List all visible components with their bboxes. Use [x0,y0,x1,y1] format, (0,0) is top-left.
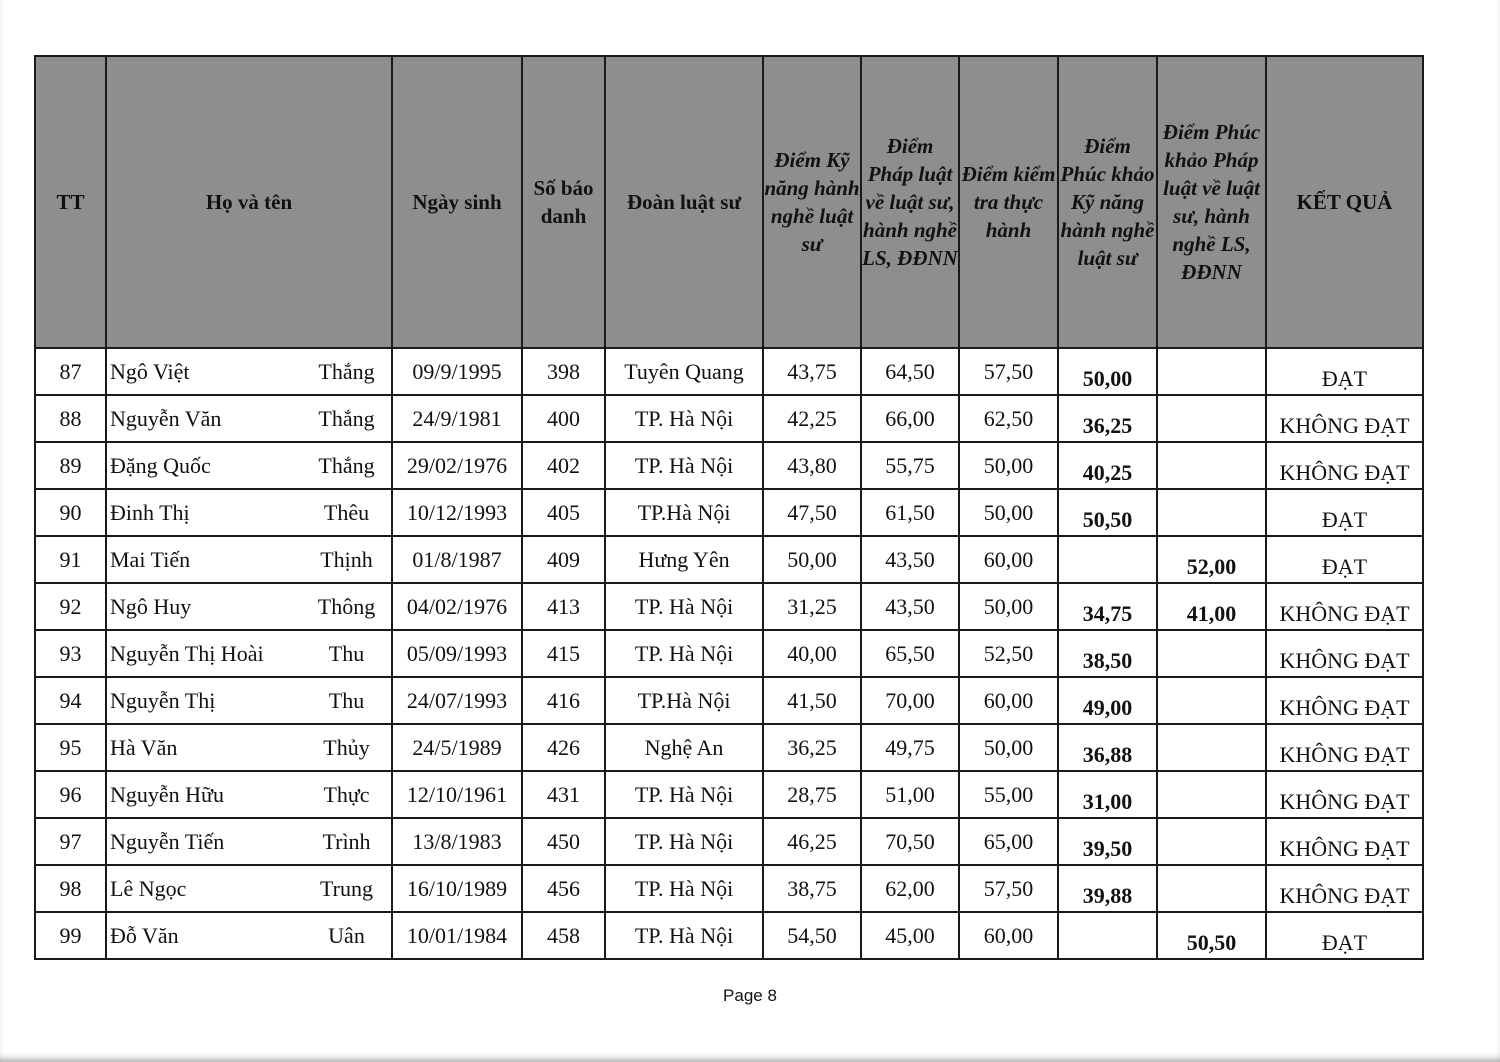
cell-phap-luat: 55,75 [861,442,959,489]
cell-phuc-khao-ky-nang: 39,88 [1058,865,1157,912]
cell-doan: TP. Hà Nội [605,395,763,442]
cell-dob: 10/12/1993 [392,489,522,536]
cell-kiem-tra: 60,00 [959,536,1058,583]
cell-phuc-khao-ky-nang: 36,25 [1058,395,1157,442]
cell-kiem-tra: 55,00 [959,771,1058,818]
cell-tt: 95 [35,724,106,771]
cell-sbd: 426 [522,724,605,771]
cell-ky-nang: 54,50 [763,912,861,959]
cell-ket-qua: KHÔNG ĐẠT [1266,865,1423,912]
table-row [35,442,1423,489]
cell-phap-luat: 45,00 [861,912,959,959]
table-row [35,348,1423,395]
cell-phuc-khao-phap-luat [1157,818,1266,865]
cell-phuc-khao-phap-luat [1157,442,1266,489]
table-row [35,536,1423,583]
cell-phuc-khao-phap-luat [1157,630,1266,677]
cell-ho: Đặng Quốc [106,442,302,489]
cell-ky-nang: 36,25 [763,724,861,771]
cell-ket-qua: KHÔNG ĐẠT [1266,630,1423,677]
cell-ten: Thịnh [302,536,392,583]
cell-sbd: 456 [522,865,605,912]
cell-dob: 10/01/1984 [392,912,522,959]
cell-ten: Thực [302,771,392,818]
table-row [35,912,1423,959]
header-phuc-khao-ky-nang: Điểm Phúc khảo Kỹ năng hành nghề luật sư [1058,56,1157,348]
cell-phuc-khao-phap-luat [1157,724,1266,771]
cell-ten: Thắng [302,395,392,442]
cell-ky-nang: 38,75 [763,865,861,912]
cell-ky-nang: 46,25 [763,818,861,865]
cell-ky-nang: 43,75 [763,348,861,395]
table-body [35,348,1423,959]
header-row [35,56,1423,348]
results-table [34,55,1424,960]
cell-sbd: 409 [522,536,605,583]
cell-kiem-tra: 65,00 [959,818,1058,865]
cell-doan: TP. Hà Nội [605,818,763,865]
cell-dob: 24/9/1981 [392,395,522,442]
cell-dob: 01/8/1987 [392,536,522,583]
cell-dob: 04/02/1976 [392,583,522,630]
cell-ky-nang: 42,25 [763,395,861,442]
header-sbd: Số báo danh [522,56,605,348]
table-row [35,724,1423,771]
cell-dob: 09/9/1995 [392,348,522,395]
cell-phuc-khao-phap-luat [1157,395,1266,442]
cell-ket-qua: ĐẠT [1266,348,1423,395]
cell-doan: TP. Hà Nội [605,630,763,677]
cell-ho: Đỗ Văn [106,912,302,959]
cell-ten: Thêu [302,489,392,536]
cell-phap-luat: 70,50 [861,818,959,865]
cell-doan: Tuyên Quang [605,348,763,395]
cell-tt: 98 [35,865,106,912]
cell-phuc-khao-ky-nang: 39,50 [1058,818,1157,865]
cell-ky-nang: 40,00 [763,630,861,677]
cell-ket-qua: KHÔNG ĐẠT [1266,771,1423,818]
cell-phap-luat: 66,00 [861,395,959,442]
cell-tt: 99 [35,912,106,959]
cell-tt: 87 [35,348,106,395]
cell-phap-luat: 70,00 [861,677,959,724]
cell-phuc-khao-phap-luat [1157,489,1266,536]
cell-ket-qua: KHÔNG ĐẠT [1266,583,1423,630]
cell-dob: 16/10/1989 [392,865,522,912]
cell-ten: Trình [302,818,392,865]
cell-phuc-khao-ky-nang: 38,50 [1058,630,1157,677]
cell-ket-qua: KHÔNG ĐẠT [1266,395,1423,442]
cell-phap-luat: 65,50 [861,630,959,677]
cell-doan: TP. Hà Nội [605,583,763,630]
cell-phuc-khao-ky-nang: 36,88 [1058,724,1157,771]
header-name: Họ và tên [106,56,392,348]
table-row [35,818,1423,865]
cell-ho: Hà Văn [106,724,302,771]
cell-ket-qua: KHÔNG ĐẠT [1266,724,1423,771]
cell-ho: Đinh Thị [106,489,302,536]
header-ky-nang: Điểm Kỹ năng hành nghề luật sư [763,56,861,348]
cell-tt: 97 [35,818,106,865]
cell-tt: 94 [35,677,106,724]
cell-phuc-khao-phap-luat: 41,00 [1157,583,1266,630]
cell-ho: Mai Tiến [106,536,302,583]
cell-sbd: 431 [522,771,605,818]
cell-ten: Thu [302,677,392,724]
cell-ten: Thắng [302,442,392,489]
cell-ky-nang: 43,80 [763,442,861,489]
cell-ket-qua: KHÔNG ĐẠT [1266,818,1423,865]
table-row [35,677,1423,724]
cell-ho: Nguyễn Thị [106,677,302,724]
cell-phuc-khao-ky-nang [1058,536,1157,583]
cell-sbd: 398 [522,348,605,395]
table-row [35,583,1423,630]
cell-dob: 13/8/1983 [392,818,522,865]
header-doan: Đoàn luật sư [605,56,763,348]
table-row [35,395,1423,442]
cell-kiem-tra: 50,00 [959,724,1058,771]
cell-ket-qua: KHÔNG ĐẠT [1266,677,1423,724]
cell-tt: 90 [35,489,106,536]
cell-doan: Hưng Yên [605,536,763,583]
cell-phuc-khao-phap-luat: 50,50 [1157,912,1266,959]
cell-dob: 12/10/1961 [392,771,522,818]
cell-sbd: 458 [522,912,605,959]
cell-sbd: 405 [522,489,605,536]
table-row [35,630,1423,677]
cell-ky-nang: 47,50 [763,489,861,536]
cell-phuc-khao-ky-nang: 50,50 [1058,489,1157,536]
cell-tt: 92 [35,583,106,630]
cell-phuc-khao-phap-luat [1157,865,1266,912]
cell-ket-qua: ĐẠT [1266,536,1423,583]
cell-ky-nang: 41,50 [763,677,861,724]
cell-phap-luat: 64,50 [861,348,959,395]
cell-doan: TP.Hà Nội [605,489,763,536]
cell-ten: Thủy [302,724,392,771]
cell-sbd: 400 [522,395,605,442]
cell-sbd: 402 [522,442,605,489]
table-row [35,771,1423,818]
cell-ho: Ngô Huy [106,583,302,630]
cell-phuc-khao-ky-nang [1058,912,1157,959]
cell-ten: Thu [302,630,392,677]
cell-ten: Uân [302,912,392,959]
cell-phap-luat: 43,50 [861,536,959,583]
cell-phuc-khao-ky-nang: 50,00 [1058,348,1157,395]
cell-ket-qua: ĐẠT [1266,912,1423,959]
cell-ten: Thông [302,583,392,630]
cell-phap-luat: 49,75 [861,724,959,771]
cell-sbd: 413 [522,583,605,630]
cell-ky-nang: 31,25 [763,583,861,630]
cell-kiem-tra: 62,50 [959,395,1058,442]
cell-phuc-khao-phap-luat [1157,348,1266,395]
cell-phap-luat: 51,00 [861,771,959,818]
cell-ho: Nguyễn Văn [106,395,302,442]
cell-kiem-tra: 60,00 [959,912,1058,959]
cell-kiem-tra: 57,50 [959,348,1058,395]
cell-doan: TP.Hà Nội [605,677,763,724]
cell-doan: Nghệ An [605,724,763,771]
cell-tt: 93 [35,630,106,677]
cell-phuc-khao-ky-nang: 49,00 [1058,677,1157,724]
table-row [35,489,1423,536]
cell-doan: TP. Hà Nội [605,912,763,959]
cell-tt: 89 [35,442,106,489]
cell-phuc-khao-ky-nang: 34,75 [1058,583,1157,630]
table-row [35,865,1423,912]
page-number: Page 8 [723,986,777,1005]
cell-ten: Thắng [302,348,392,395]
cell-phuc-khao-ky-nang: 31,00 [1058,771,1157,818]
cell-ten: Trung [302,865,392,912]
cell-tt: 88 [35,395,106,442]
cell-phuc-khao-phap-luat [1157,771,1266,818]
cell-ho: Nguyễn Thị Hoài [106,630,302,677]
header-ket-qua: KẾT QUẢ [1266,56,1423,348]
cell-dob: 05/09/1993 [392,630,522,677]
cell-ky-nang: 28,75 [763,771,861,818]
cell-tt: 96 [35,771,106,818]
header-dob: Ngày sinh [392,56,522,348]
cell-kiem-tra: 50,00 [959,442,1058,489]
cell-sbd: 415 [522,630,605,677]
cell-dob: 24/5/1989 [392,724,522,771]
cell-doan: TP. Hà Nội [605,771,763,818]
header-phuc-khao-phap-luat: Điểm Phúc khảo Pháp luật về luật sư, hành nghề LS, ĐĐNN [1157,56,1266,348]
cell-kiem-tra: 50,00 [959,583,1058,630]
header-phap-luat: Điểm Pháp luật về luật sư, hành nghề LS, ĐĐNN [861,56,959,348]
header-tt: TT [35,56,106,348]
cell-ho: Lê Ngọc [106,865,302,912]
cell-ho: Nguyễn Tiến [106,818,302,865]
cell-phuc-khao-ky-nang: 40,25 [1058,442,1157,489]
cell-ho: Ngô Việt [106,348,302,395]
cell-phuc-khao-phap-luat [1157,677,1266,724]
cell-kiem-tra: 57,50 [959,865,1058,912]
cell-ket-qua: KHÔNG ĐẠT [1266,442,1423,489]
cell-sbd: 450 [522,818,605,865]
cell-dob: 29/02/1976 [392,442,522,489]
header-kiem-tra: Điểm kiểm tra thực hành [959,56,1058,348]
cell-sbd: 416 [522,677,605,724]
cell-kiem-tra: 50,00 [959,489,1058,536]
cell-phap-luat: 43,50 [861,583,959,630]
cell-doan: TP. Hà Nội [605,865,763,912]
cell-doan: TP. Hà Nội [605,442,763,489]
cell-tt: 91 [35,536,106,583]
cell-phap-luat: 62,00 [861,865,959,912]
cell-ket-qua: ĐẠT [1266,489,1423,536]
cell-dob: 24/07/1993 [392,677,522,724]
cell-ky-nang: 50,00 [763,536,861,583]
cell-ho: Nguyễn Hữu [106,771,302,818]
cell-phap-luat: 61,50 [861,489,959,536]
cell-kiem-tra: 52,50 [959,630,1058,677]
cell-phuc-khao-phap-luat: 52,00 [1157,536,1266,583]
cell-kiem-tra: 60,00 [959,677,1058,724]
